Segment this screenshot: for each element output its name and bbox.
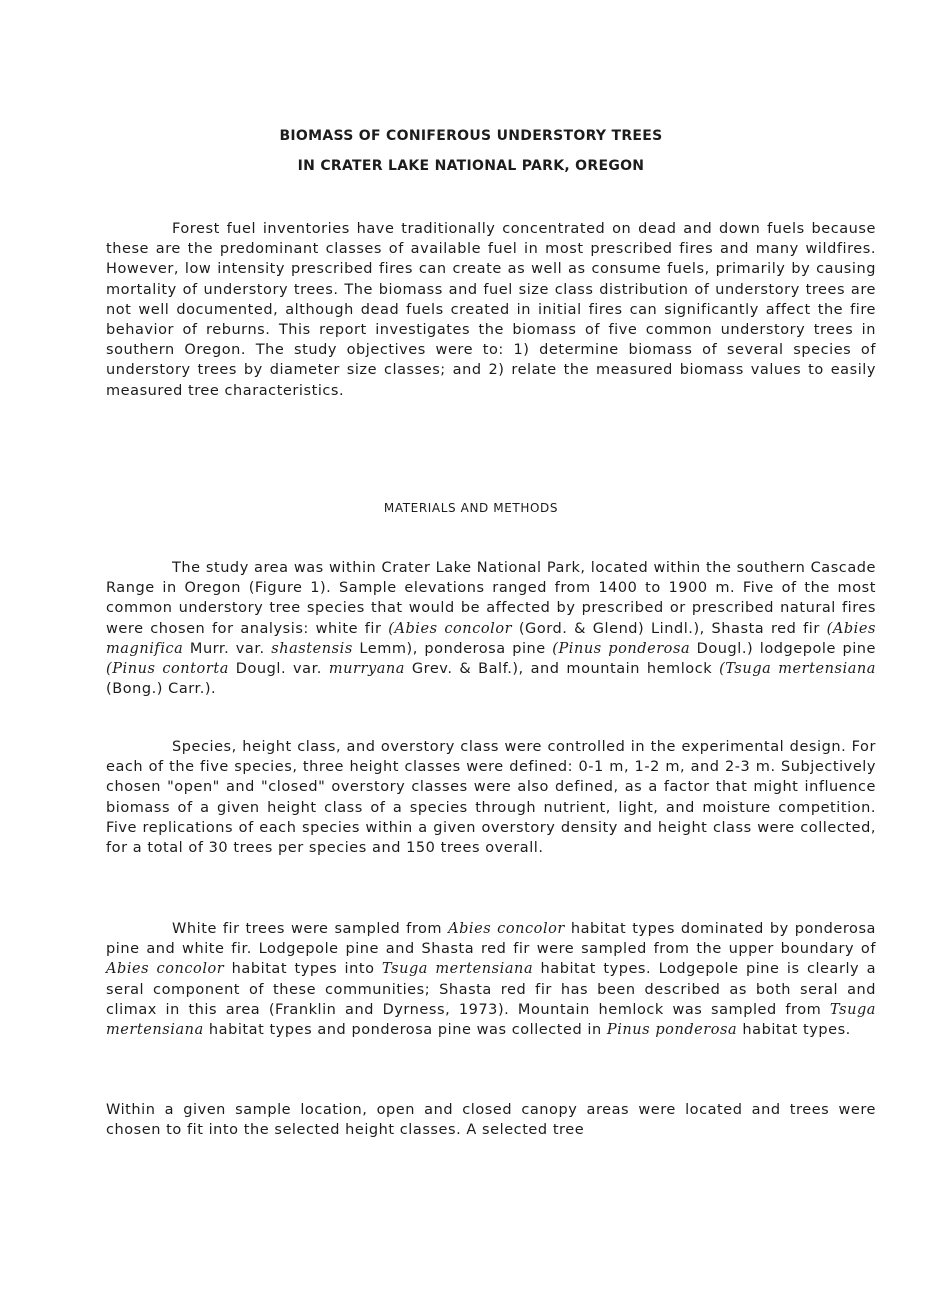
- text-run: Grev. & Balf.), and mountain hemlock: [404, 661, 720, 678]
- species-name: shastensis: [271, 640, 353, 657]
- methods-paragraph-study-area: [106, 558, 876, 699]
- species-name: (Pinus ponderosa: [552, 640, 691, 657]
- text-run: Dougl.) lodgepole pine: [690, 640, 876, 657]
- habitat-name: Abies concolor: [448, 921, 565, 937]
- species-name: murryana: [328, 661, 405, 678]
- text-run: habitat types. Lodgepole pine is clearly a seral component of these communities; Shasta red fir has been described as both seral and climax in this area (Franklin and Dyrness, 1973). Mountain hemlock was sampled from: [106, 961, 877, 1018]
- species-name: (Abies concolor: [388, 620, 513, 637]
- text-run: The study area was within Crater Lake National Park, located within the southern Cascade Range in Oregon (Figure 1). Sample elevations ranged from 1400 to 1900 m. Five of the most common understory tree species that would be affected by prescribed or prescribed natural fires were chosen for analysis: white fir: [106, 560, 876, 637]
- intro-paragraph: [106, 219, 876, 401]
- text-run: habitat types dominated by ponderosa pine and white fir. Lodgepole pine and Shasta red fir were sampled from the upper boundary of: [106, 921, 876, 958]
- habitat-name: Abies concolor: [106, 961, 225, 978]
- document-title-line-2: IN CRATER LAKE NATIONAL PARK, OREGON: [297, 158, 645, 174]
- text-run: (Bong.) Carr.).: [106, 681, 217, 698]
- methods-paragraph-design: [106, 737, 876, 858]
- species-name: (Tsuga mertensiana: [719, 661, 876, 678]
- species-name: (Abies magnifica: [106, 620, 876, 657]
- text-run: Murr. var.: [183, 640, 272, 657]
- text-run: habitat types.: [737, 1022, 851, 1039]
- design-text: Species, height class, and overstory class were controlled in the experimental design. For each of the five species, three height classes were defined: 0-1 m, 1-2 m, and 2-3 m. Subjectively chosen "open" and "closed" overstory classes were also defined, as a factor that might influence biomass of a given height class of a species through nutrient, light, and moisture competition. Five replications of each species within a given overstory density and height class were collected, for a total of 30 trees per species and 150 trees overall.: [106, 739, 876, 857]
- text-run: (Gord. & Glend) Lindl.), Shasta red fir: [512, 620, 827, 637]
- species-name: (Pinus contorta: [106, 661, 229, 678]
- intro-text: Forest fuel inventories have traditionally concentrated on dead and down fuels because these are the predominant classes of available fuel in most prescribed fires and many wildfires. However, low intensity prescribed fires can create as well as consume fuels, primarily by causing mortality of understory trees. The biomass and fuel size class distribution of understory trees are not well documented, although dead fuels created in initial fires can significantly affect the fire behavior of reburns. This report investigates the biomass of five common understory trees in southern Oregon. The study objectives were to: 1) determine biomass of several species of understory trees by diameter size classes; and 2) relate the measured biomass values to easily measured tree characteristics.: [106, 221, 876, 399]
- text-run: Dougl. var.: [228, 661, 329, 678]
- section-heading-materials-methods: MATERIALS AND METHODS: [383, 501, 559, 515]
- habitat-name: Tsuga mertensiana: [106, 1001, 876, 1039]
- text-run: Lemm), ponderosa pine: [352, 640, 553, 657]
- document-title-line-1: BIOMASS OF CONIFEROUS UNDERSTORY TREES: [279, 128, 663, 144]
- text-run: White fir trees were sampled from: [172, 921, 449, 937]
- text-run: habitat types and ponderosa pine was collected in: [203, 1022, 607, 1039]
- methods-paragraph-habitat: [106, 919, 876, 1040]
- habitat-name: Tsuga mertensiana: [381, 961, 534, 978]
- methods-paragraph-sampling: [106, 1100, 876, 1140]
- sampling-text: Within a given sample location, open and closed canopy areas were located and trees were chosen to fit into the selected height classes. A selected tree: [106, 1102, 876, 1139]
- habitat-name: Pinus ponderosa: [606, 1022, 738, 1039]
- text-run: habitat types into: [224, 961, 382, 978]
